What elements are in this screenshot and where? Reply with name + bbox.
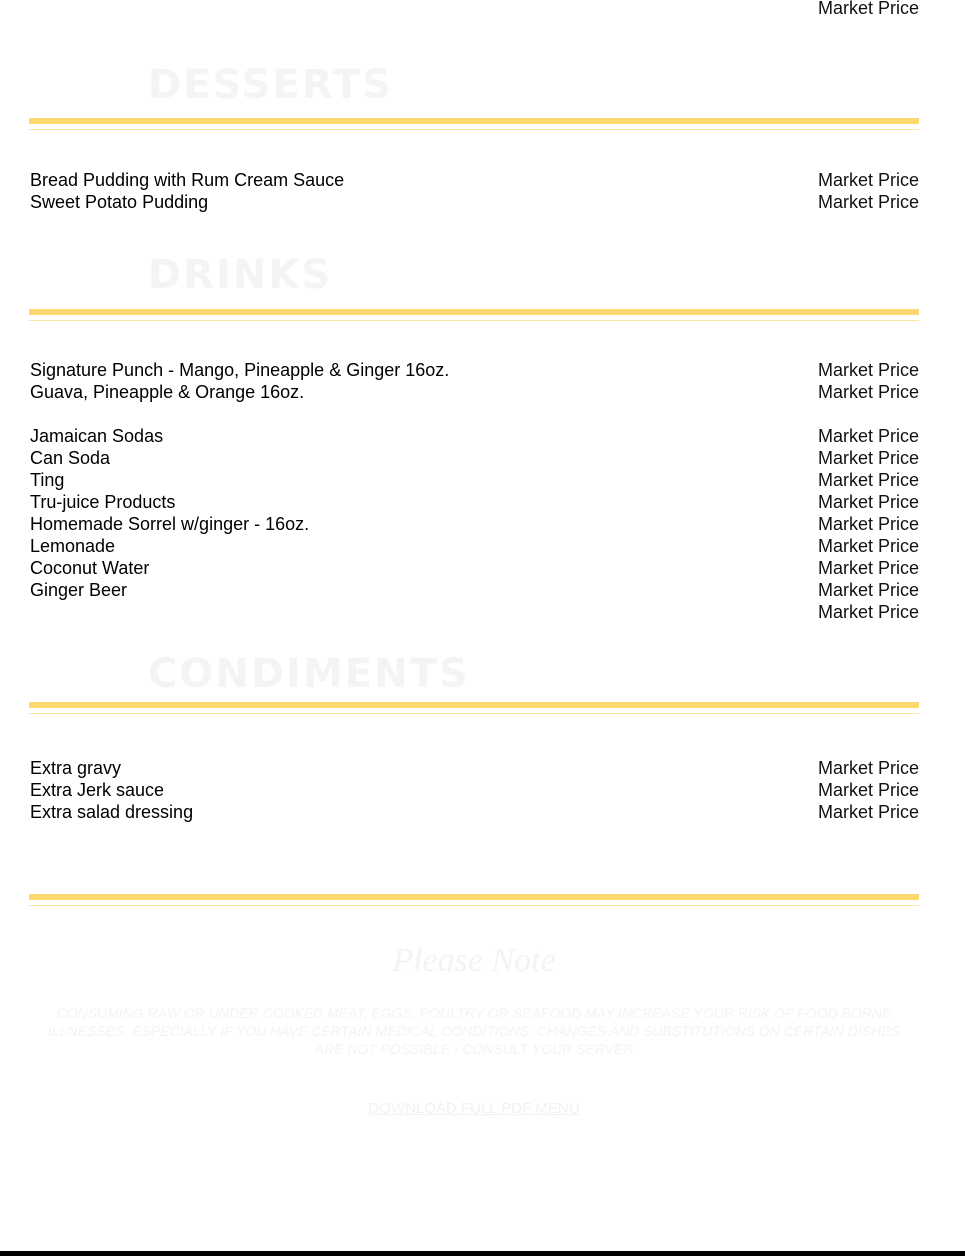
section-title-condiments: CONDIMENTS	[148, 651, 470, 697]
menu-item-price: Market Price	[817, 780, 919, 800]
section-divider-thin	[29, 129, 919, 130]
section-title-drinks: DRINKS	[148, 252, 333, 298]
menu-item-price: Market Price	[817, 360, 919, 380]
menu-item-name: Coconut Water	[30, 558, 150, 578]
menu-item-name: Sweet Potato Pudding	[30, 192, 209, 212]
menu-item-name: Homemade Sorrel w/ginger - 16oz.	[30, 514, 310, 534]
download-pdf-menu-link[interactable]: DOWNLOAD FULL PDF MENU	[368, 1100, 580, 1117]
menu-item-name: Can Soda	[30, 448, 111, 468]
menu-item-name: Extra Jerk sauce	[30, 780, 165, 800]
section-divider-thin	[29, 320, 919, 321]
section-divider-thick	[29, 702, 919, 708]
menu-item-name: Guava, Pineapple & Orange 16oz.	[30, 382, 305, 402]
menu-item-name: Signature Punch - Mango, Pineapple & Ginger 16oz.	[30, 360, 450, 380]
menu-item-price: Market Price	[817, 758, 919, 778]
menu-item-price: Market Price	[817, 514, 919, 534]
section-title-desserts: DESSERTS	[148, 62, 393, 108]
menu-item-price: Market Price	[817, 448, 919, 468]
section-divider-thick	[29, 309, 919, 315]
footer-heading: Please Note	[392, 942, 556, 979]
menu-item-price: Market Price	[817, 382, 919, 402]
menu-item-price: Market Price	[817, 802, 919, 822]
menu-item-price: Market Price	[817, 426, 919, 446]
menu-item-price: Market Price	[817, 536, 919, 556]
menu-item-name: Extra salad dressing	[30, 802, 194, 822]
section-divider-thick	[29, 118, 919, 124]
bottom-bar	[0, 1251, 965, 1256]
menu-item-name: Jamaican Sodas	[30, 426, 164, 446]
footer-divider-thick	[29, 894, 919, 900]
menu-item-name: Tru-juice Products	[30, 492, 176, 512]
menu-item-name: Ting	[30, 470, 65, 490]
menu-item-price: Market Price	[817, 558, 919, 578]
menu-item-price: Market Price	[817, 492, 919, 512]
footer-divider-thin	[29, 905, 919, 906]
menu-item-price: Market Price	[817, 170, 919, 190]
food-safety-disclaimer: CONSUMING RAW OR UNDER COOKED MEAT, EGGS, POULTRY OR SEAFOOD MAY INCREASE YOUR RISK OF FOOD BORNE ILLNESSES, ESPECIALLY IF YOU HAVE CERTAIN MEDICAL CONDITIONS. CHANGES AND SUBSTITUTIONS ON CERTAIN DISHES ARE NOT POSSIBLE - CONSULT YOUR SERVER	[48, 1005, 900, 1057]
menu-item-name: Bread Pudding with Rum Cream Sauce	[30, 170, 345, 190]
menu-item-name: Lemonade	[30, 536, 116, 556]
menu-item-name: Extra gravy	[30, 758, 122, 778]
menu-item-price: Market Price	[817, 0, 919, 18]
menu-item-name: Ginger Beer	[30, 580, 128, 600]
menu-item-price: Market Price	[817, 580, 919, 600]
menu-item-price: Market Price	[817, 470, 919, 490]
section-divider-thin	[29, 713, 919, 714]
menu-item-price: Market Price	[817, 192, 919, 212]
menu-item-price: Market Price	[817, 602, 919, 622]
